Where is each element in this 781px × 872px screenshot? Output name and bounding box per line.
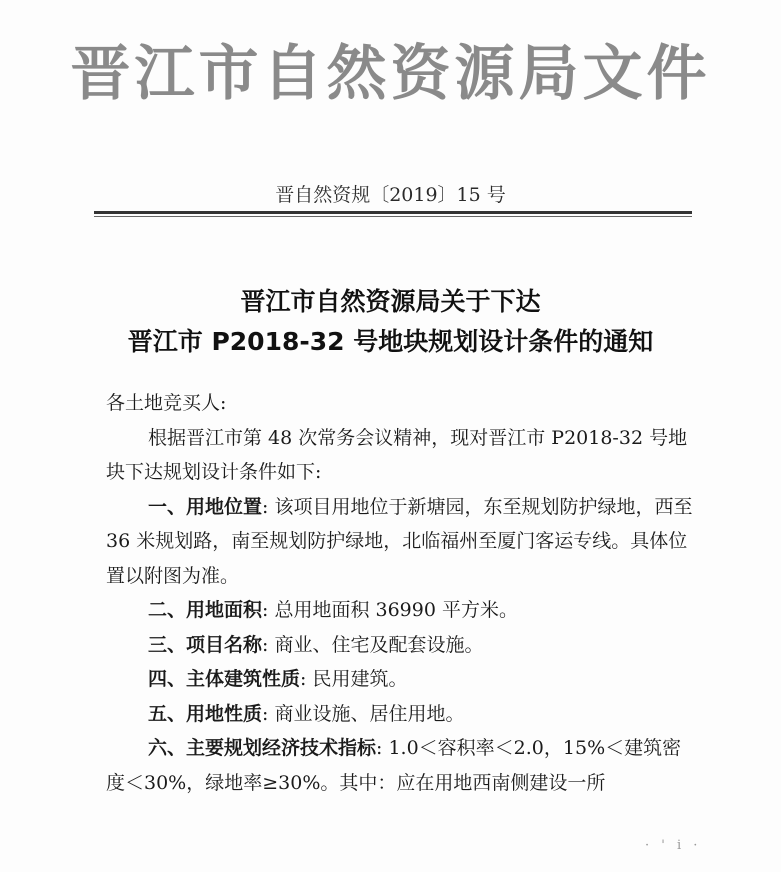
section-text: : 民用建筑。 [300,668,408,690]
section-text: : 商业、住宅及配套设施。 [262,633,484,656]
notice-title-line-1: 晋江市自然资源局关于下达 [240,287,541,316]
section-text: : 总用地面积 36990 平方米。 [262,599,518,621]
section-building-type [106,662,696,697]
document-number: 晋自然资规〔2019〕15 号 [275,184,506,206]
section-label: 一、用地位置 [148,495,263,518]
section-area [106,593,696,628]
section-label: 四、主体建筑性质 [148,668,301,690]
intro-paragraph: 根据晋江市第 48 次常务会议精神，现对晋江市 P2018-32 号地块下达规划设计条件如下: [106,426,688,483]
section-location [106,490,696,594]
section-text: : 1.0＜容积率＜2.0，15%＜建筑密度＜30%，绿地率≥30%。其中：应在用地西南侧建设一所 [106,737,682,794]
section-label: 三、项目名称 [148,633,263,656]
section-indicators [106,731,696,800]
notice-title-line-2: 晋江市 P2018-32 号地块规划设计条件的通知 [127,327,654,356]
notice-title [0,282,781,362]
notice-body [106,386,696,800]
section-label: 二、用地面积 [148,599,263,621]
header-divider-thick [94,211,692,214]
salutation: 各土地竞买人: [106,392,227,414]
scan-corner-mark: · ' i · [645,838,702,853]
section-label: 五、用地性质 [148,702,263,725]
section-label: 六、主要规划经济技术指标 [148,737,377,759]
header-divider-thin [94,216,692,217]
section-project-name [106,628,696,663]
section-text: : 商业设施、居住用地。 [262,702,465,725]
office-title: 晋江市自然资源局文件 [70,39,711,109]
section-land-use [106,697,696,732]
section-text: : 该项目用地位于新塘园，东至规划防护绿地，西至 36 米规划路，南至规划防护绿地，北临福州至厦门客运专线。具体位置以附图为准。 [106,495,693,587]
